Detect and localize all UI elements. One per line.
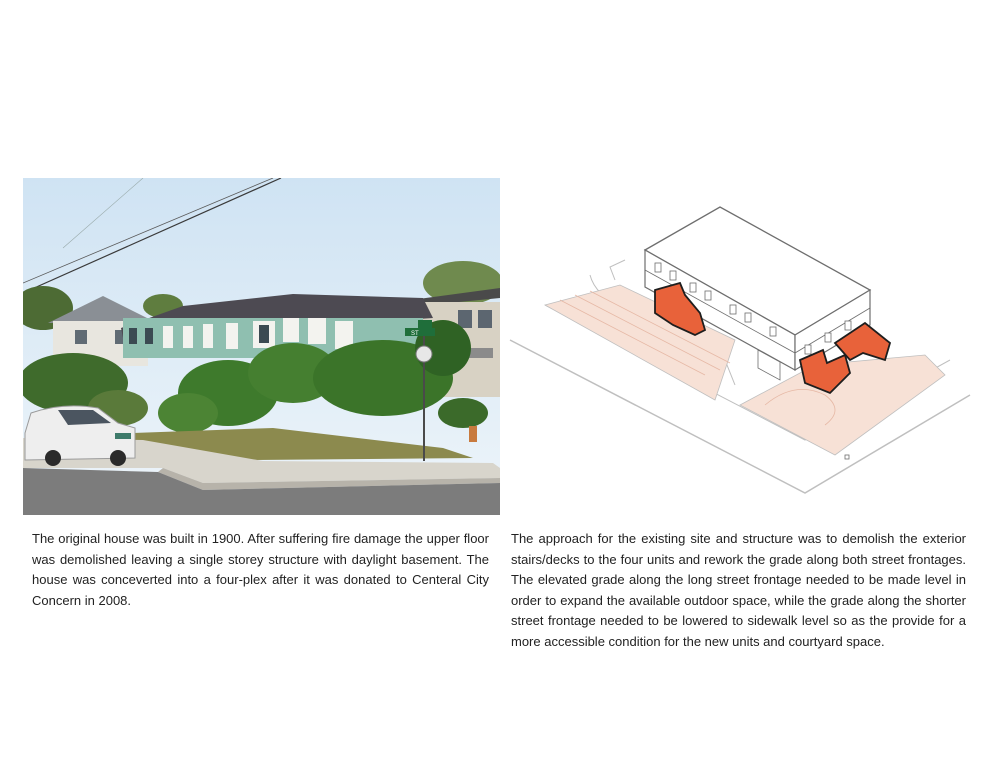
window bbox=[705, 291, 711, 300]
window bbox=[805, 345, 811, 354]
window bbox=[655, 263, 661, 272]
window bbox=[825, 333, 831, 342]
window bbox=[745, 313, 751, 322]
hydrant-symbol bbox=[845, 455, 849, 459]
window bbox=[845, 321, 851, 330]
window bbox=[670, 271, 676, 280]
existing-condition-caption: The original house was built in 1900. After suffering fire damage the upper floor was demolished leaving a single storey structure with daylight basement. The house was conceverted into a four-plex after it was donated to Centeral City Concern in 2008. bbox=[32, 531, 489, 608]
window bbox=[730, 305, 736, 314]
axonometric-site-diagram bbox=[505, 195, 975, 505]
site-boundary bbox=[610, 260, 625, 280]
shrub bbox=[438, 398, 488, 428]
street-sign-text: ST bbox=[411, 331, 419, 337]
stop-sign bbox=[416, 346, 432, 362]
shrub bbox=[158, 393, 218, 433]
street-sign bbox=[405, 328, 435, 336]
existing-house-photo bbox=[23, 178, 500, 515]
street-sign bbox=[418, 320, 432, 328]
design-approach-caption: The approach for the existing site and structure was to demolish the exterior stairs/decks to the four units and rework the grade along both street frontages. The elevated grade along the long street frontage needed to be made level in order to expand the available outdoor space, while the grade along the shorter street frontage needed to be lowered to sidewalk level so as the provide for a more accessible condition for the new units and courtyard space. bbox=[511, 531, 966, 649]
window bbox=[770, 327, 776, 336]
fire-hydrant bbox=[469, 426, 477, 442]
window bbox=[690, 283, 696, 292]
